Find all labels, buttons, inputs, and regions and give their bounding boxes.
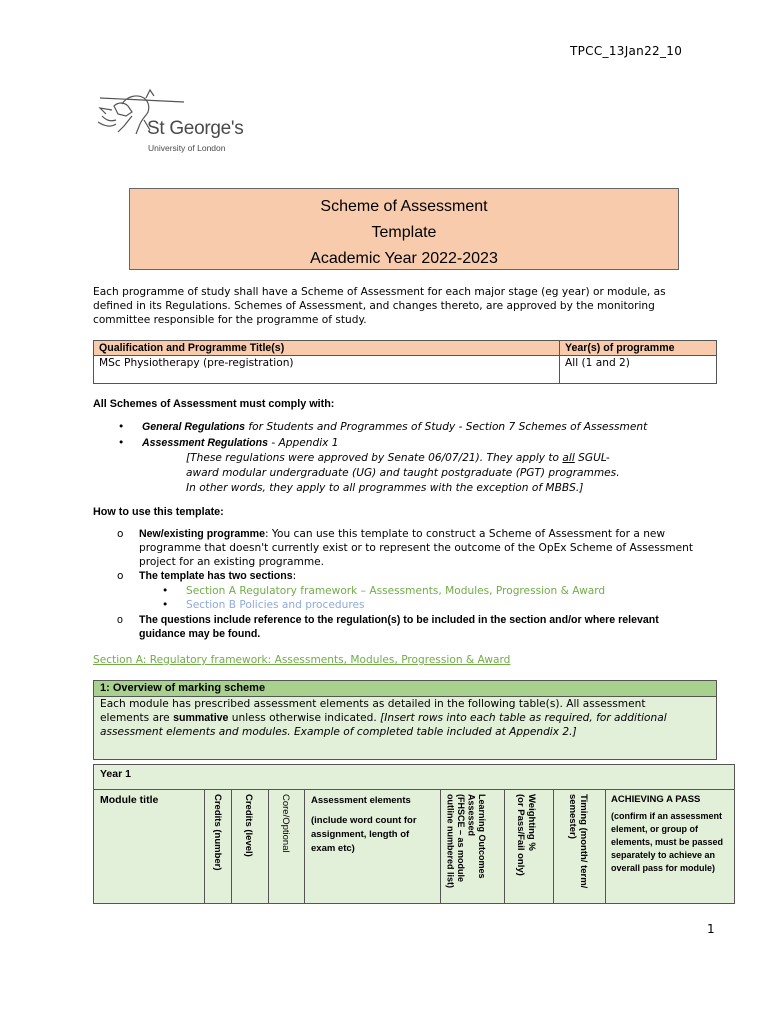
overview-line-1: Each module has prescribed assessment elements as detailed in the following table(s). All assessment [100,698,646,710]
title-line-1: Scheme of Assessment [320,198,488,215]
achieving-pass-note: (confirm if an assessment element, or group of elements, must be passed separately to achieve an overall pass for module) [611,811,724,873]
achieving-pass-header [606,790,734,903]
intro-paragraph [93,285,693,327]
achieving-pass-label: ACHIEVING A PASS [611,794,701,805]
new-existing-line-1: : You can use this template to construct a Scheme of Assessment for a new [264,528,666,540]
credits-number-header [205,790,232,903]
title-box [129,188,679,270]
learning-outcomes-line-4: outline numbered list) [445,794,456,889]
module-title-header: Module title [94,790,205,903]
assessment-elements-header [305,790,441,903]
howto-item-new-existing [117,527,709,569]
regulations-note [186,451,620,496]
two-sections-rest: : [292,570,297,582]
note-line-1-underline: all [562,452,575,464]
learning-outcomes-line-1: Learning Outcomes [477,794,487,879]
credits-level-label: Credits (level) [243,794,254,857]
bullet-icon: • [162,599,169,611]
document-reference: TPCC_13Jan22_10 [570,44,683,58]
university-logo [92,86,252,156]
howto-heading: How to use this template: [93,506,224,518]
page-number: 1 [707,922,715,936]
new-existing-line-2: programme that doesn't currently exist or to represent the outcome of the OpEx Scheme of Assessment [139,542,694,554]
howto-item-questions [117,613,719,641]
overview-summative: summative [173,712,229,724]
core-optional-label: Core/Optional [280,794,291,853]
comply-heading: All Schemes of Assessment must comply with: [93,398,335,410]
howto-item-two-sections [117,569,297,583]
circle-bullet-icon: o [117,614,123,626]
section-a-sublink-item[interactable] [162,584,606,598]
questions-line-2: guidance may be found. [139,628,261,640]
overview-line-2a: elements are [100,712,174,724]
weighting-label [515,794,537,876]
timing-header [554,790,606,903]
logo-subtitle: University of London [148,143,226,153]
comply-item-assessment [118,436,339,450]
timing-line-2: semester) [567,794,578,839]
timing-line-1: Timing (month/ term/ [578,794,589,889]
new-existing-label: New/existing programme [139,528,265,540]
overview-body [94,697,716,759]
circle-bullet-icon: o [117,570,124,582]
overview-line-2b: unless otherwise indicated. [228,712,381,724]
weighting-line-2: (or Pass/Fail only) [515,794,526,876]
overview-line-3: assessment elements and modules. Example of completed table included at Appendix 2.] [100,726,577,738]
section-b-sublink-item[interactable] [162,598,365,612]
learning-outcomes-line-2: Assessed [466,794,477,837]
years-value: All (1 and 2) [560,356,717,384]
bullet-icon: • [162,585,169,597]
intro-line-1: Each programme of study shall have a Scheme of Assessment for each major stage (eg year) or module, as [93,286,666,298]
core-optional-header [269,790,305,903]
note-line-2: award modular undergraduate (UG) and taught postgraduate (PGT) programmes. [186,467,620,479]
weighting-line-1: Weighting % [526,794,537,851]
marking-overview-box [93,680,717,760]
questions-line-1: The questions include reference to the regulation(s) to be included in the section and/or where relevant [139,614,659,626]
assessment-elements-note: (include word count for assignment, length of exam etc) [311,815,417,854]
weighting-header [505,790,554,903]
credits-number-label: Credits (number) [212,794,223,871]
assessment-elements-label: Assessment elements [311,795,411,806]
note-line-1a: [These regulations were approved by Senate 06/07/21). They apply to [186,452,563,464]
learning-outcomes-header [441,790,505,903]
intro-line-3: committee responsible for the programme of study. [93,314,367,326]
circle-bullet-icon: o [117,528,124,540]
new-existing-line-3: project for an existing programme. [139,556,325,568]
note-line-3: In other words, they apply to all programmes with the exception of MBBS.] [186,482,584,494]
credits-level-header [232,790,269,903]
section-a-sublink[interactable]: Section A Regulatory framework – Assessments, Modules, Progression & Award [186,585,606,597]
qualification-table [93,340,717,384]
comply-item-general [118,420,648,434]
section-b-sublink[interactable]: Section B Policies and procedures [186,599,365,611]
bullet-icon: • [118,421,125,433]
learning-outcomes-line-3: (FHSCE – as module [456,794,466,883]
title-line-2: Template [371,224,437,241]
assessment-regulations-rest: - Appendix 1 [268,437,339,449]
timing-label [567,794,589,888]
assessment-regulations-label: Assessment Regulations [142,437,268,449]
two-sections-label: The template has two sections [139,570,293,582]
year-label: Year 1 [94,765,734,790]
learning-outcomes-label [445,794,487,888]
general-regulations-rest: for Students and Programmes of Study - Section 7 Schemes of Assessment [245,421,648,433]
section-a-heading-link[interactable]: Section A: Regulatory framework: Assessments, Modules, Progression & Award [93,654,511,666]
qualification-header: Qualification and Programme Title(s) [94,341,560,356]
title-line-3: Academic Year 2022-2023 [310,250,498,267]
logo-name: St George's [147,118,244,139]
intro-line-2: defined in its Regulations. Schemes of Assessment, and changes thereto, are approved by the monitoring [93,300,655,312]
qualification-value: MSc Physiotherapy (pre-registration) [94,356,560,384]
overview-heading: 1: Overview of marking scheme [94,681,716,697]
bullet-icon: • [118,437,125,449]
general-regulations-label: General Regulations [142,421,246,433]
overview-line-2-italic: [Insert rows into each table as required, for additional [380,712,667,724]
year-1-table [93,764,735,904]
years-header: Year(s) of programme [560,341,717,356]
note-line-1b: SGUL- [574,452,610,464]
